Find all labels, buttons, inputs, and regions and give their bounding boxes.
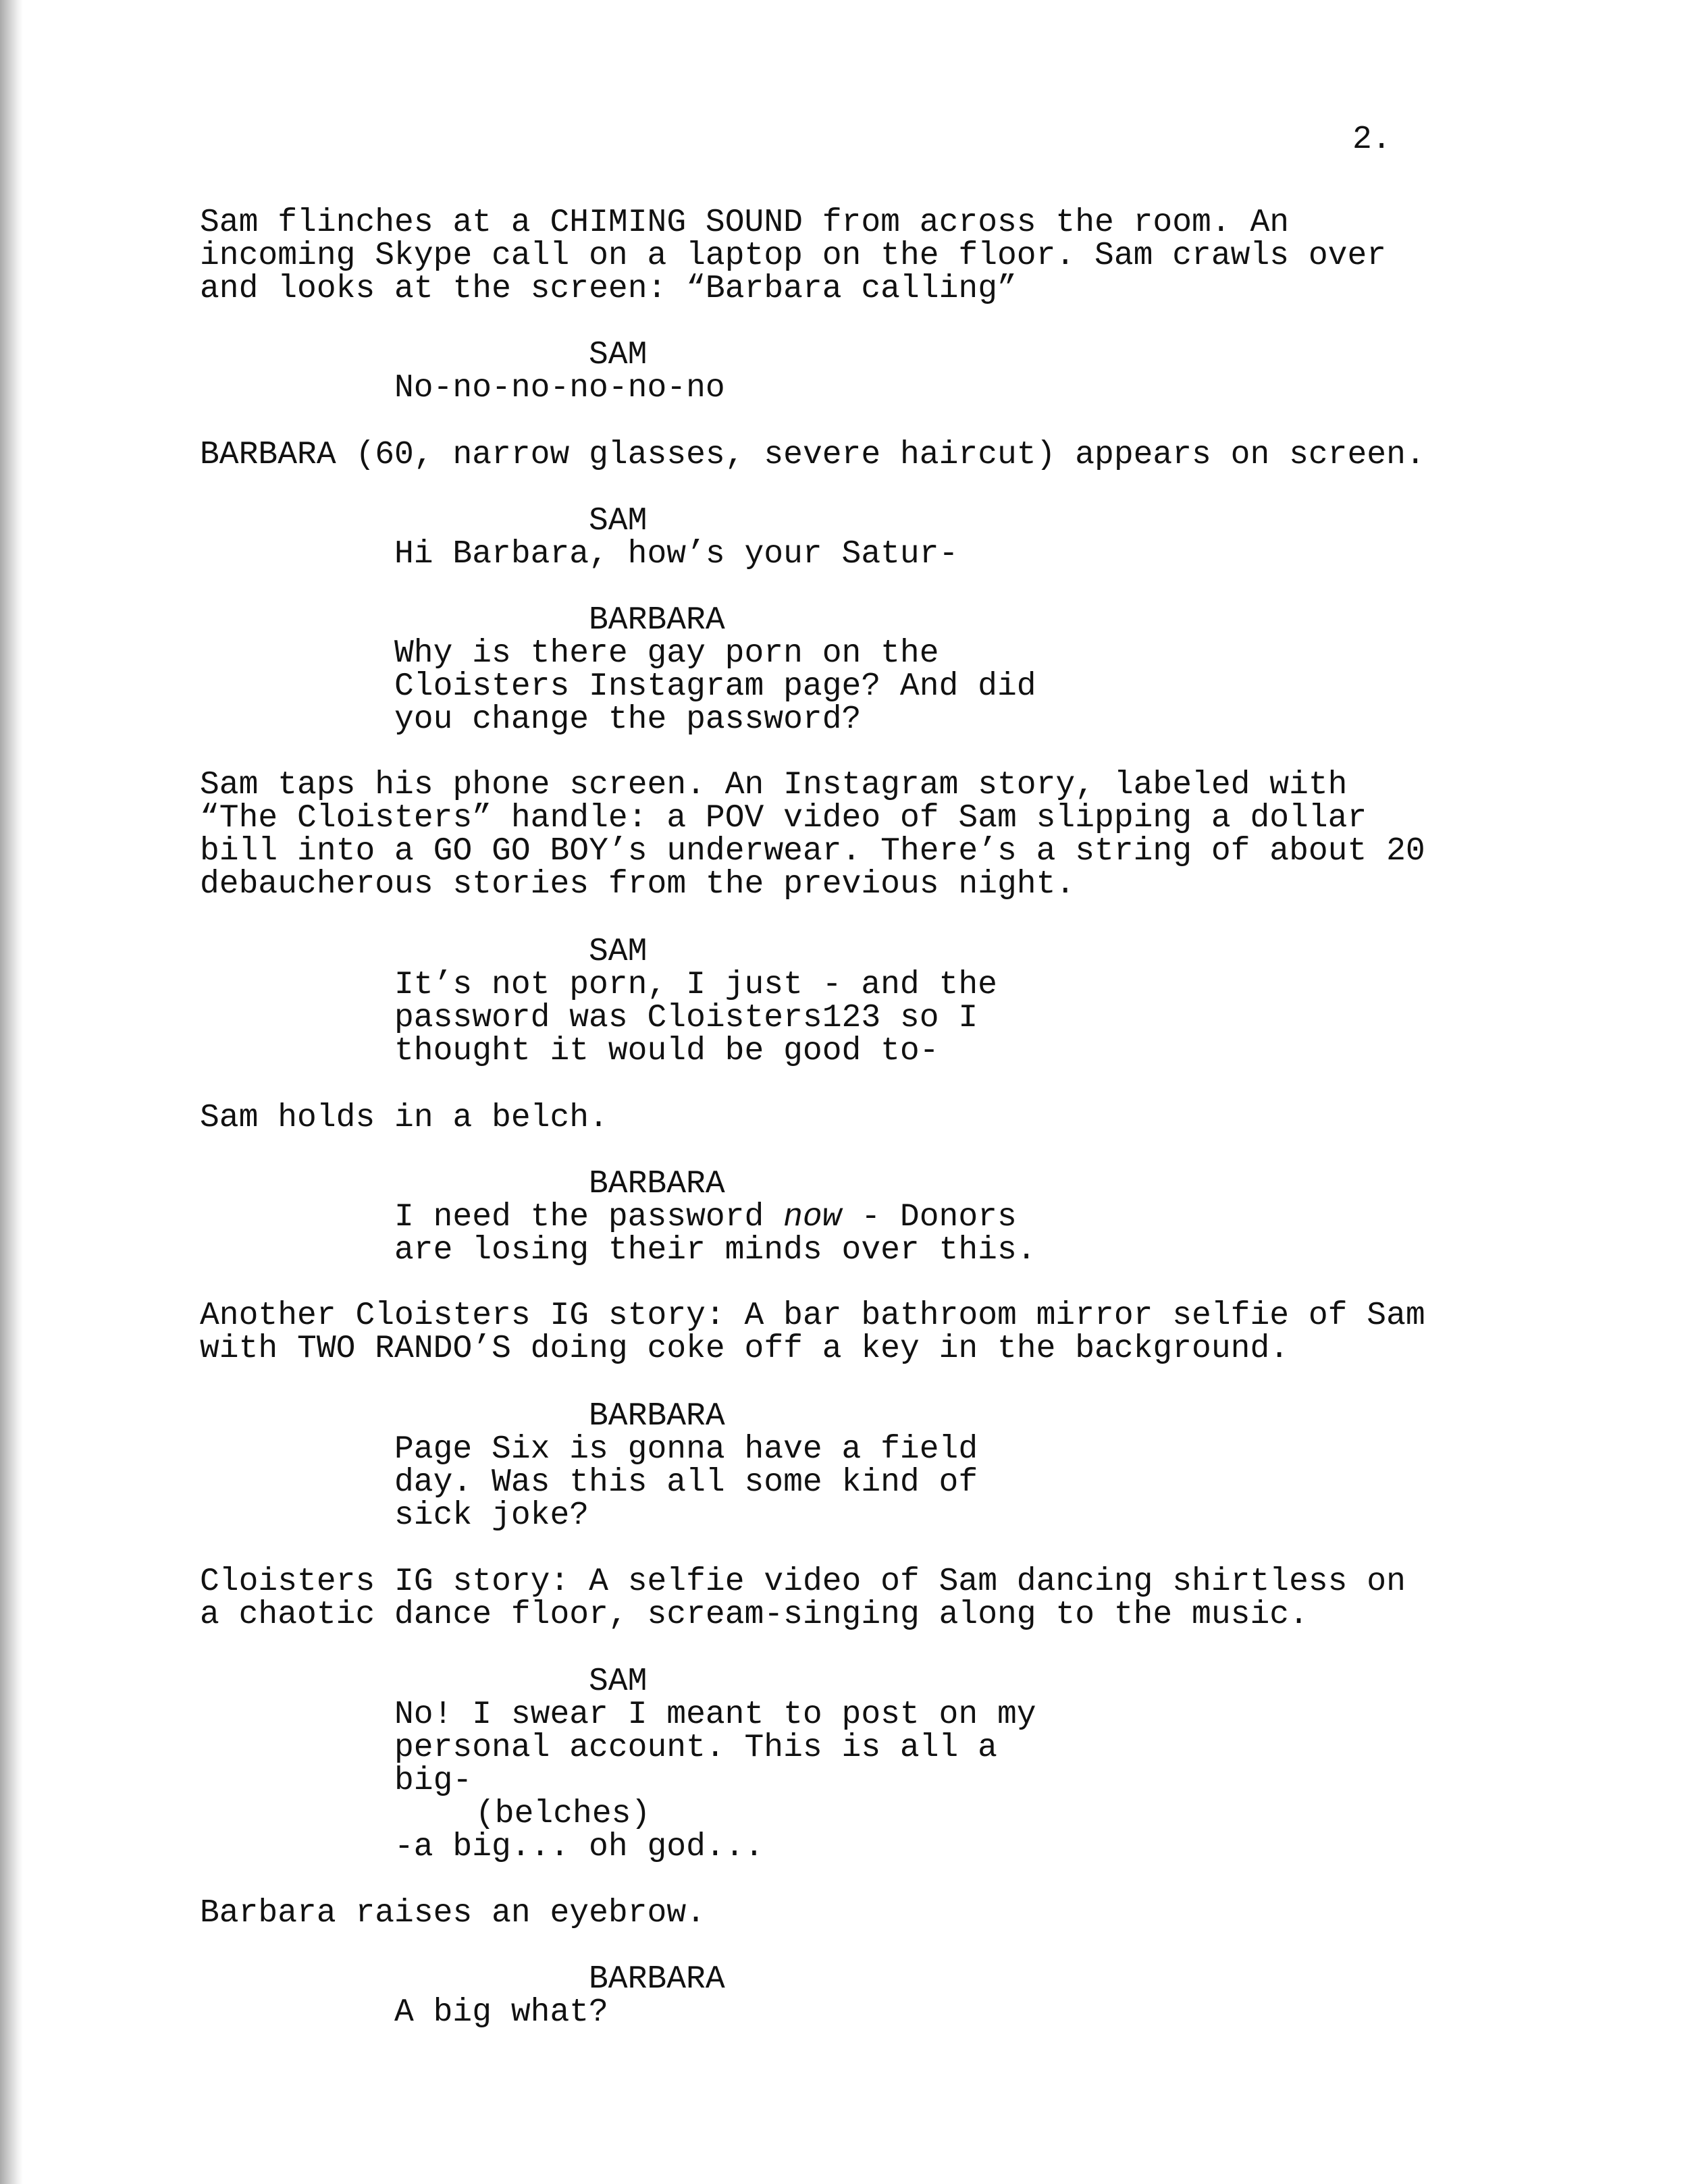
dialogue-line: Hi Barbara, how’s your Satur-: [394, 536, 959, 572]
parenthetical: (belches): [475, 1796, 651, 1832]
character-name: SAM: [589, 1663, 648, 1700]
action-line: BARBARA (60, narrow glasses, severe haircut) appears on screen.: [200, 437, 1425, 473]
character-name: SAM: [589, 934, 648, 970]
character-name: BARBARA: [589, 1398, 725, 1435]
action-line: Another Cloisters IG story: A bar bathroom mirror selfie of Sam with TWO RANDO’S doing coke off a key in the background.: [200, 1298, 1425, 1367]
dialogue-text: I need the password: [394, 1199, 784, 1235]
page-number: 2.: [1352, 122, 1392, 158]
character-name: BARBARA: [589, 1166, 725, 1202]
dialogue-line: Why is there gay porn on the Cloisters Instagram page? And did you change the password?: [394, 635, 1036, 738]
character-name: SAM: [589, 503, 648, 539]
action-line: Sam holds in a belch.: [200, 1100, 608, 1136]
dialogue-line: It’s not porn, I just - and the password was Cloisters123 so I thought it would be good to-: [394, 967, 997, 1069]
character-name: BARBARA: [589, 1961, 725, 1998]
character-name: SAM: [589, 337, 648, 373]
dialogue-line: No! I swear I meant to post on my personal account. This is all a big-: [394, 1697, 1036, 1799]
dialogue-line: No-no-no-no-no-no: [394, 370, 725, 406]
action-line: Sam flinches at a CHIMING SOUND from across the room. An incoming Skype call on a laptop on the floor. Sam crawls over and looks at the screen: “Barbara calling”: [200, 205, 1387, 307]
dialogue-line: [394, 1201, 1036, 1267]
character-name: BARBARA: [589, 602, 725, 639]
page-edge-shadow: [0, 0, 23, 2184]
action-line: Sam taps his phone screen. An Instagram story, labeled with “The Cloisters” handle: a POV video of Sam slipping a dollar bill into a GO GO BOY’s underwear. There’s a string of about 20 debaucherous stories from the previous night.: [200, 767, 1425, 903]
dialogue-text: - Donors are losing their minds over this.: [394, 1199, 1036, 1269]
dialogue-line: A big what?: [394, 1994, 608, 2031]
dialogue-line: -a big... oh god...: [394, 1829, 764, 1865]
dialogue-emphasis: now: [783, 1199, 842, 1235]
action-line: Cloisters IG story: A selfie video of Sam dancing shirtless on a chaotic dance floor, scream-singing along to the music.: [200, 1564, 1406, 1633]
dialogue-line: Page Six is gonna have a field day. Was this all some kind of sick joke?: [394, 1431, 978, 1534]
action-line: Barbara raises an eyebrow.: [200, 1895, 706, 1932]
